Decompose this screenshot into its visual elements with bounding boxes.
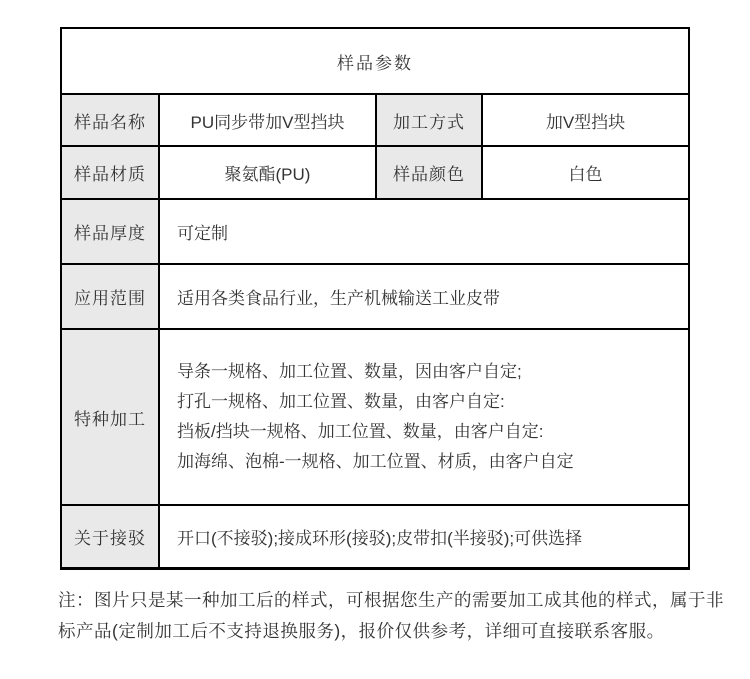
table-title-row: [61, 28, 689, 94]
footnote-line-1: 注：图片只是某一种加工后的样式，可根据您生产的需要加工成其他的样式，属于非: [58, 590, 724, 610]
footnote: [58, 585, 724, 647]
label-sample-material: 样品材质: [61, 146, 159, 199]
value-about-joining: 开口(不接驳);接成环形(接驳);皮带扣(半接驳);可供选择: [159, 505, 689, 568]
value-sample-thickness: 可定制: [159, 199, 689, 264]
value-application-range: 适用各类食品行业，生产机械输送工业皮带: [159, 264, 689, 329]
table-row: [61, 329, 689, 505]
footnote-line-2: 标产品(定制加工后不支持退换服务)，报价仅供参考，详细可直接联系客服。: [58, 621, 665, 641]
label-about-joining: 关于接驳: [61, 505, 159, 568]
table-row: [61, 199, 689, 264]
label-sample-thickness: 样品厚度: [61, 199, 159, 264]
special-processing-line-2: 打孔一规格、加工位置、数量，由客户自定:: [177, 392, 505, 411]
value-processing-method: 加V型挡块: [482, 94, 689, 146]
table-title: 样品参数: [61, 28, 689, 94]
table-row: [61, 94, 689, 146]
label-sample-name: 样品名称: [61, 94, 159, 146]
value-sample-material: 聚氨酯(PU): [159, 146, 376, 199]
value-sample-color: 白色: [482, 146, 689, 199]
label-processing-method: 加工方式: [376, 94, 482, 146]
special-processing-line-3: 挡板/挡块一规格、加工位置、数量，由客户自定:: [177, 422, 544, 441]
value-sample-name: PU同步带加V型挡块: [159, 94, 376, 146]
sample-parameters-table: [60, 27, 690, 570]
special-processing-line-4: 加海绵、泡棉-一规格、加工位置、材质，由客户自定: [177, 452, 574, 471]
special-processing-line-1: 导条一规格、加工位置、数量，因由客户自定;: [177, 362, 522, 381]
label-sample-color: 样品颜色: [376, 146, 482, 199]
label-application-range: 应用范围: [61, 264, 159, 329]
table-row: [61, 264, 689, 329]
label-special-processing: 特种加工: [61, 329, 159, 505]
table-row: [61, 146, 689, 199]
value-special-processing: [159, 329, 689, 505]
table-row: [61, 505, 689, 568]
